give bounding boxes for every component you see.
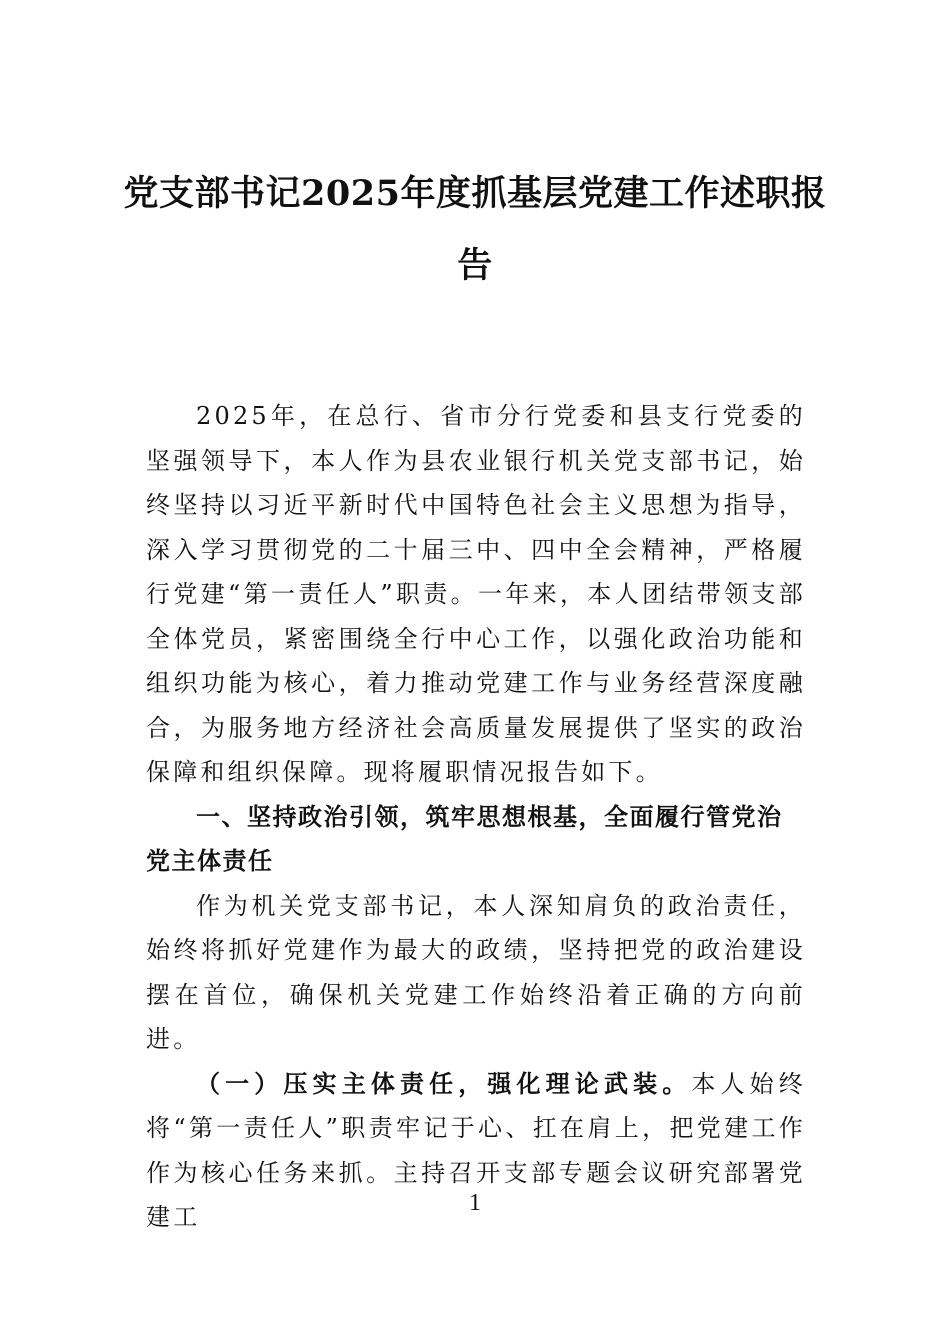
document-body: [146, 394, 806, 1240]
subsection-1-title: （一）压实主体责任，强化理论武装。: [196, 1068, 692, 1098]
page-number: 1: [469, 1190, 481, 1216]
intro-paragraph: 2025年，在总行、省市分行党委和县支行党委的坚强领导下，本人作为县农业银行机关党支部书记，始终坚持以习近平新时代中国特色社会主义思想为指导，深入学习贯彻党的二十届三中、四中全会精神，严格履行党建“第一责任人”职责。一年来，本人团结带领支部全体党员，紧密围绕全行中心工作，以强化政治功能和组织功能为核心，着力推动党建工作与业务经营深度融合，为服务地方经济社会高质量发展提供了坚实的政治保障和组织保障。现将履职情况报告如下。: [146, 402, 806, 786]
section-1-heading: 一、坚持政治引领，筑牢思想根基，全面履行管党治党主体责任: [146, 802, 783, 875]
subsection-1-text: 本人始终将“第一责任人”职责牢记于心、扛在肩上，把党建工作作为核心任务来抓。主持召开支部专题会议研究部署党建工: [146, 1069, 806, 1231]
document-title: 党支部书记2025年度抓基层党建工作述职报告: [123, 173, 827, 286]
section-1-paragraph: 作为机关党支部书记，本人深知肩负的政治责任，始终将抓好党建作为最大的政绩，坚持把党的政治建设摆在首位，确保机关党建工作始终沿着正确的方向前进。: [146, 891, 806, 1053]
